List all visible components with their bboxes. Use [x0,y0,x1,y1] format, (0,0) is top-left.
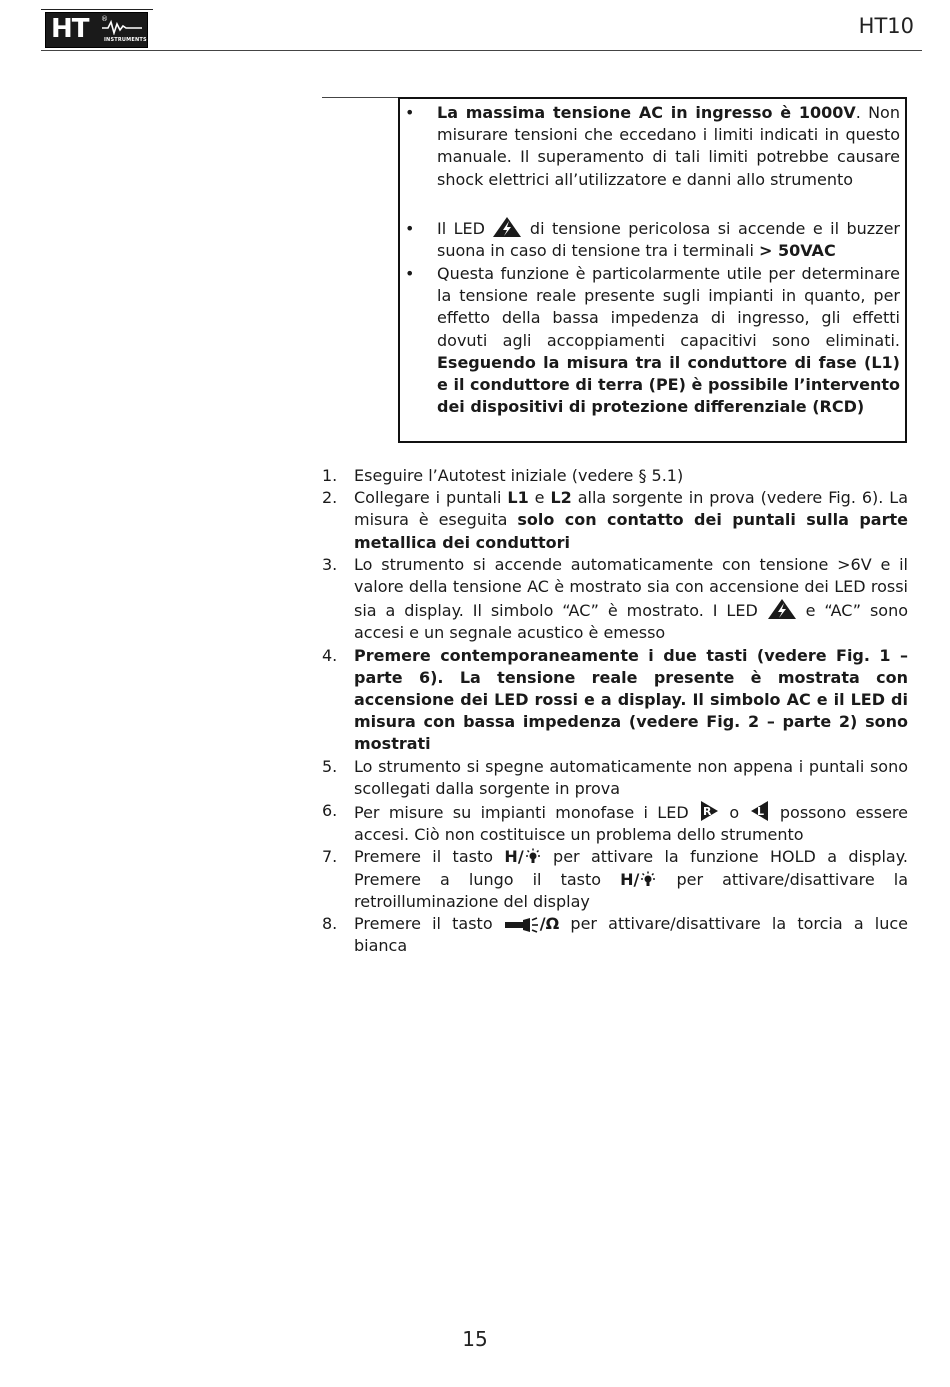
header-top-rule [41,9,153,10]
step-text: alla sorgente in prova (vedere Fig. 6). La misura è eseguita [354,488,909,530]
list-item [322,913,908,957]
warning-box [398,97,907,443]
step-text: Premere il tasto [354,847,494,867]
backlight-bulb-icon [639,871,657,889]
led-threshold-bold: > 50VAC [759,241,836,261]
step-number: 3. [322,554,338,574]
step-number: 2. [322,488,338,508]
box-left-rule [322,97,399,98]
rcd-warning-bold: Eseguendo la misura tra il conduttore di fase (L1) e il conduttore di terra (PE) è possibile l’intervento dei dispositivi di protezione differenziale (RCD) [437,352,900,417]
step-bold-text: solo con contatto dei puntali sulla parte metallica dei conduttori [354,510,908,552]
logo-registered-mark: ® [101,15,108,23]
logo-text: HT [51,14,89,44]
ht-instruments-logo [45,12,148,48]
list-item [322,846,908,913]
danger-voltage-icon [767,598,797,620]
lead-l2-label: L2 [550,488,572,508]
flashlight-icon [504,917,540,933]
step-text: o [729,803,740,823]
list-item [322,487,908,554]
step-number: 1. [322,466,338,485]
step-text: per attivare/disattivare la retroilluminazione del display [354,869,909,911]
torch-key-label: /Ω [539,914,560,934]
step-text: Per misure su impianti monofase i LED [354,803,689,823]
max-voltage-bold: La massima tensione AC in ingresso è 1000V [437,103,856,122]
warning-item-led [437,216,900,262]
logo-wave-icon [102,19,142,35]
step-text: per attivare/disattivare la torcia a luce bianca [354,914,909,956]
logo-subtitle: INSTRUMENTS [104,37,147,43]
model-code: HT10 [858,14,914,38]
bullet: • [405,103,415,122]
list-item [322,465,908,487]
step-text: Lo strumento si spegne automaticamente non appena i puntali sono scollegati dalla sorgente in prova [354,756,908,798]
step-text: Lo strumento si accende automaticamente con tensione >6V e il valore della tensione AC è mostrato sia con accensione dei LED rossi sia a display. Il simbolo “AC” è mostrato. I LED [354,554,908,621]
led-text-post: di tensione pericolosa si accende e il buzzer suona in caso di tensione tra i terminali [437,219,900,261]
warning-item-low-impedance [437,263,900,418]
step-text: per attivare la funzione HOLD a display. Premere a lungo il tasto [354,847,909,889]
list-item [322,645,908,756]
svg-text:L: L [756,805,764,819]
step-number: 7. [322,847,338,867]
step-text: Eseguire l’Autotest iniziale (vedere § 5.1) [354,466,684,485]
list-item [322,554,908,645]
step-text: Collegare i puntali [354,488,502,508]
step-number: 6. [322,801,338,821]
danger-voltage-icon [492,216,522,238]
led-l-icon [749,800,771,822]
list-item [322,756,908,800]
svg-text:R: R [703,805,712,819]
header-rule [41,50,922,51]
step-number: 5. [322,756,338,776]
hold-key-label: H/ [620,869,640,889]
step-text: Premere il tasto [354,914,493,934]
led-r-icon [698,800,720,822]
step-number: 8. [322,914,338,934]
step-number: 4. [322,645,338,665]
bullet: • [405,219,415,238]
procedure-list [322,465,908,957]
list-item [322,800,908,846]
step-bold-text: Premere contemporaneamente i due tasti (vedere Fig. 1 – parte 6). La tensione reale presente è mostrata con accensione dei LED rossi e a display. Il simbolo AC e il LED di misura con bassa impedenza (vedere Fig. 2 – parte 2) sono mostrati [354,645,908,754]
led-text-pre: Il LED [437,219,485,238]
step-text: possono essere accesi. Ciò non costituisce un problema dello strumento [354,803,909,845]
max-voltage-text: . Non misurare tensioni che eccedano i limiti indicati in questo manuale. Il superamento di tali limiti potrebbe causare shock elettrici all’utilizzatore e danni allo strumento [437,103,900,189]
hold-key-label: H/ [504,847,524,867]
low-impedance-text: Questa funzione è particolarmente utile per determinare la tensione reale presente sugli impianti in quanto, per effetto della bassa impedenza di ingresso, gli effetti dovuti agli accoppiamenti capacitivi sono eliminati. [437,264,900,350]
page-number: 15 [462,1327,488,1351]
step-text: e [534,488,545,508]
bullet: • [405,264,415,283]
backlight-bulb-icon [524,848,542,866]
step-text: e “AC” sono accesi e un segnale acustico è emesso [354,601,909,643]
lead-l1-label: L1 [507,488,529,508]
warning-item-max-voltage [437,102,900,191]
